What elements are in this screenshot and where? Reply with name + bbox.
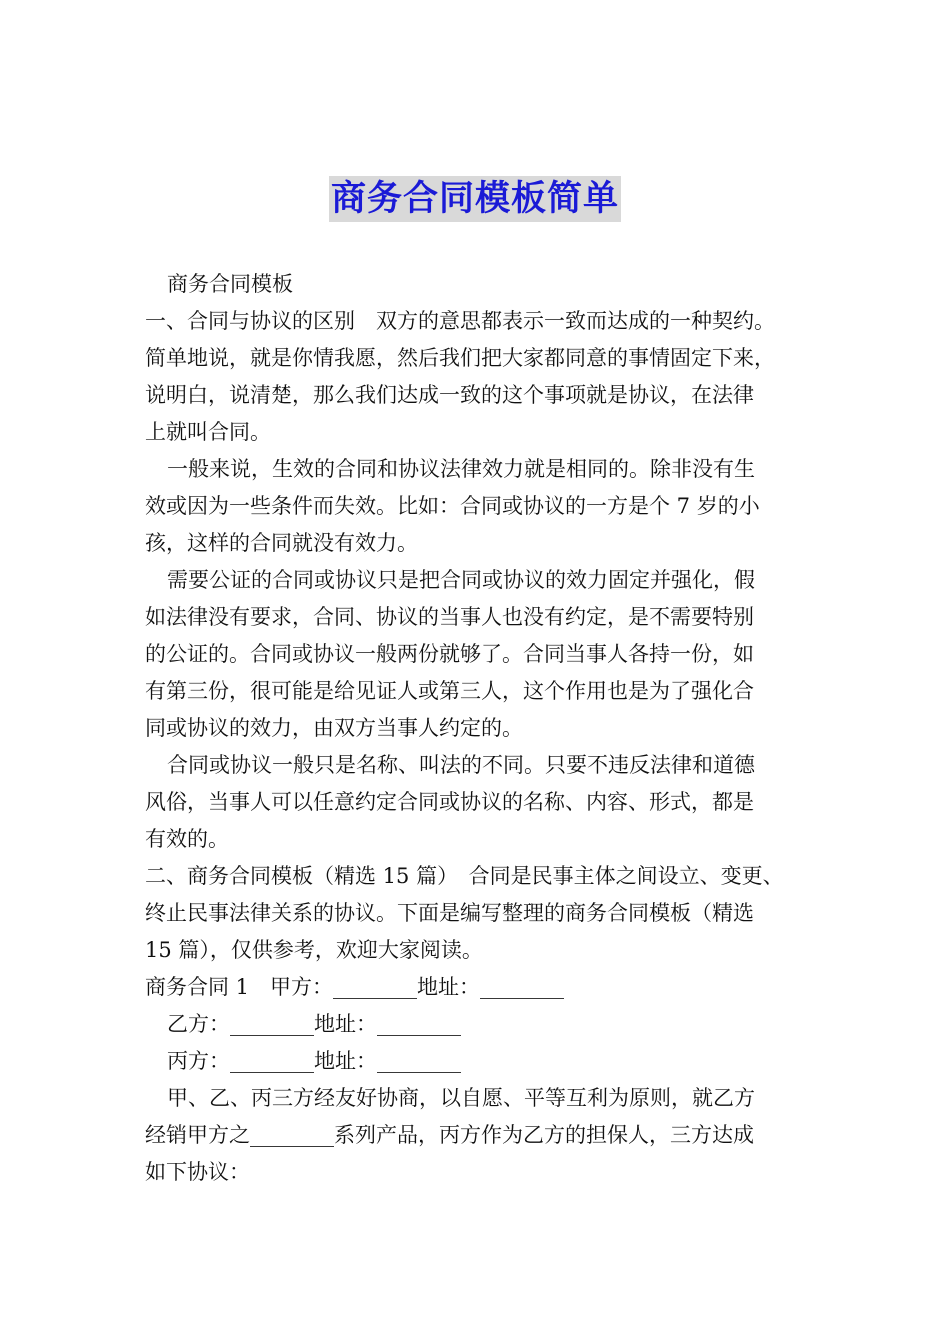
text-line: 丙方：________地址：________: [167, 1049, 461, 1073]
text-line: 商务合同模板: [167, 272, 293, 296]
text-line: 合同或协议一般只是名称、叫法的不同。只要不违反法律和道德: [167, 753, 755, 777]
text-line: 的公证的。合同或协议一般两份就够了。合同当事人各持一份，如: [145, 642, 754, 666]
text-line: 经销甲方之________系列产品，丙方作为乙方的担保人，三方达成: [145, 1123, 754, 1147]
text-line: 效或因为一些条件而失效。比如：合同或协议的一方是个 7 岁的小: [145, 494, 760, 518]
text-line: 甲、乙、丙三方经友好协商，以自愿、平等互利为原则，就乙方: [167, 1086, 755, 1110]
text-line: 如下协议：: [145, 1160, 250, 1184]
text-line: 如法律没有要求，合同、协议的当事人也没有约定，是不需要特别: [145, 605, 754, 629]
text-line: 乙方：________地址：________: [167, 1012, 461, 1036]
title-container: [0, 176, 950, 222]
text-line: 需要公证的合同或协议只是把合同或协议的效力固定并强化，假: [167, 568, 755, 592]
text-line: 孩，这样的合同就没有效力。: [145, 531, 418, 555]
text-line: 同或协议的效力，由双方当事人约定的。: [145, 716, 523, 740]
text-line: 二、商务合同模板（精选 15 篇） 合同是民事主体之间设立、变更、: [145, 864, 784, 888]
text-line: 简单地说，就是你情我愿，然后我们把大家都同意的事情固定下来，: [145, 346, 775, 370]
text-line: 商务合同 1 甲方：________地址：________: [145, 975, 565, 999]
document-body: [145, 266, 810, 1191]
text-line: 终止民事法律关系的协议。下面是编写整理的商务合同模板（精选: [145, 901, 754, 925]
text-line: 有第三份，很可能是给见证人或第三人，这个作用也是为了强化合: [145, 679, 754, 703]
text-line: 有效的。: [145, 827, 229, 851]
text-line: 15 篇），仅供参考，欢迎大家阅读。: [145, 938, 483, 962]
text-line: 说明白，说清楚，那么我们达成一致的这个事项就是协议，在法律: [145, 383, 754, 407]
text-line: 一、合同与协议的区别 双方的意思都表示一致而达成的一种契约。: [145, 309, 775, 333]
document-title: 商务合同模板简单: [329, 176, 621, 222]
text-line: 一般来说，生效的合同和协议法律效力就是相同的。除非没有生: [167, 457, 755, 481]
text-line: 风俗，当事人可以任意约定合同或协议的名称、内容、形式，都是: [145, 790, 754, 814]
text-line: 上就叫合同。: [145, 420, 271, 444]
